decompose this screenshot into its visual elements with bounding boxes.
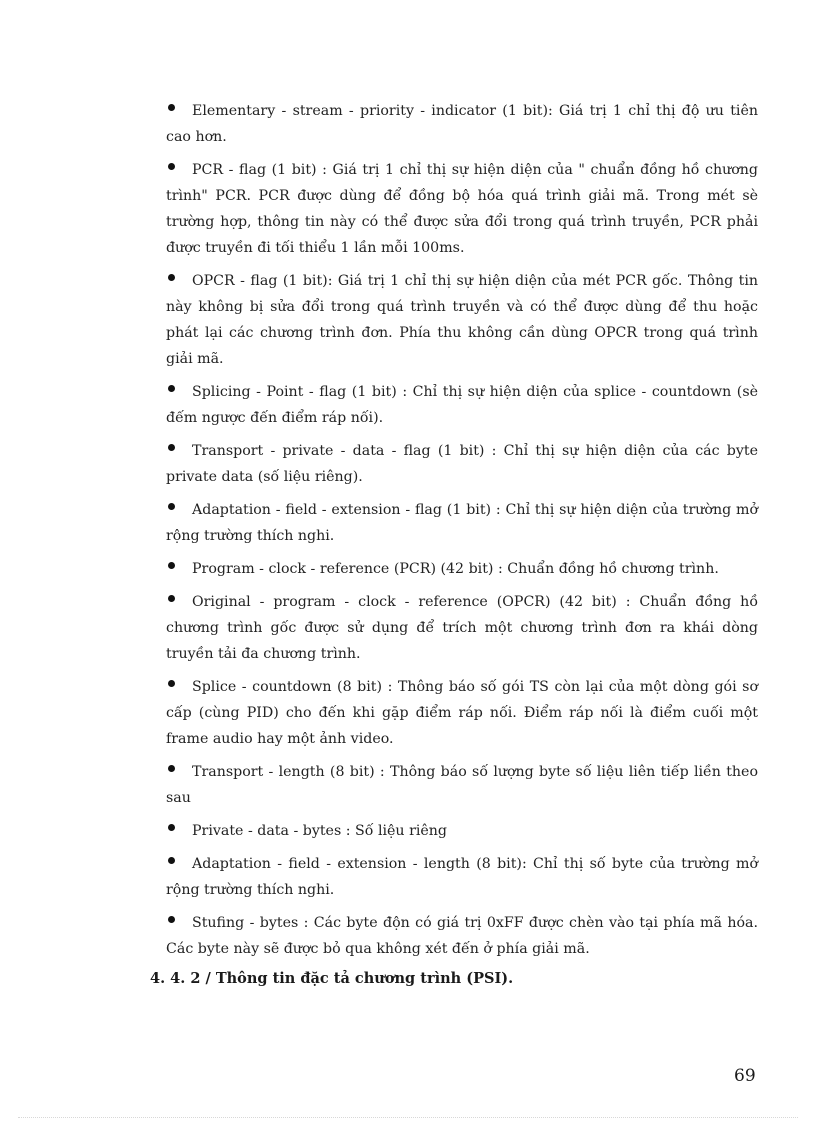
bullet-icon (168, 274, 175, 281)
bullet-list (166, 98, 758, 969)
bullet-text: OPCR - flag (1 bit): Giá trị 1 chỉ thị sự hiện diện của mét PCR gốc. Thông tin này không bị sửa đổi trong quá trình truyền và có thể được dùng để thu hoặc phát lại các chương trình đơn. Phía thu không cần dùng OPCR trong quá trình giải mã. (166, 273, 758, 367)
bullet-text: Adaptation - field - extension - flag (1 bit) : Chỉ thị sự hiện diện của trường mở rộng trường thích nghi. (166, 502, 758, 544)
bullet-text: Splice - countdown (8 bit) : Thông báo số gói TS còn lại của một dòng gói sơ cấp (cùng PID) cho đến khi gặp điểm ráp nối. Điểm ráp nối là điểm cuối một frame audio hay một ảnh video. (166, 679, 758, 747)
bullet-text: Program - clock - reference (PCR) (42 bit) : Chuẩn đồng hồ chương trình. (192, 561, 719, 577)
bullet-item (166, 379, 758, 431)
bullet-icon (168, 824, 175, 831)
bullet-icon (168, 857, 175, 864)
bullet-icon (168, 562, 175, 569)
bullet-text: Splicing - Point - flag (1 bit) : Chỉ thị sự hiện diện của splice - countdown (sè đếm ngược đến điểm ráp nối). (166, 384, 758, 426)
bullet-icon (168, 104, 175, 111)
bullet-item (166, 674, 758, 752)
bullet-text: Stufing - bytes : Các byte độn có giá trị 0xFF được chèn vào tại phía mã hóa. Các byte này sẽ được bỏ qua không xét đến ở phía giải mã. (166, 915, 758, 957)
bullet-text: Elementary - stream - priority - indicator (1 bit): Giá trị 1 chỉ thị độ ưu tiên cao hơn. (166, 103, 758, 145)
bullet-text: Transport - private - data - flag (1 bit) : Chỉ thị sự hiện diện của các byte private data (số liệu riêng). (166, 443, 758, 485)
bullet-icon (168, 916, 175, 923)
bullet-text: Transport - length (8 bit) : Thông báo số lượng byte số liệu liên tiếp liền theo sau (166, 764, 758, 806)
bullet-icon (168, 503, 175, 510)
bullet-icon (168, 595, 175, 602)
bullet-item (166, 497, 758, 549)
bullet-text: Private - data - bytes : Số liệu riêng (192, 823, 448, 839)
bullet-item (166, 157, 758, 261)
bullet-item (166, 556, 758, 582)
section-heading: 4. 4. 2 / Thông tin đặc tả chương trình (PSI). (150, 970, 514, 987)
bullet-item (166, 98, 758, 150)
footer-divider (18, 1117, 798, 1118)
bullet-text: Adaptation - field - extension - length (8 bit): Chỉ thị số byte của trường mở rộng trường thích nghi. (166, 856, 758, 898)
bullet-item (166, 910, 758, 962)
bullet-icon (168, 385, 175, 392)
bullet-item (166, 818, 758, 844)
bullet-item (166, 851, 758, 903)
bullet-item (166, 438, 758, 490)
bullet-text: Original - program - clock - reference (OPCR) (42 bit) : Chuẩn đồng hồ chương trình gốc được sử dụng để trích một chương trình đơn ra khái dòng truyền tải đa chương trình. (166, 594, 758, 662)
bullet-item (166, 589, 758, 667)
bullet-icon (168, 163, 175, 170)
page-number: 69 (734, 1066, 756, 1086)
bullet-icon (168, 444, 175, 451)
bullet-item (166, 268, 758, 372)
bullet-icon (168, 680, 175, 687)
bullet-text: PCR - flag (1 bit) : Giá trị 1 chỉ thị sự hiện diện của " chuẩn đồng hồ chương trình" PCR. PCR được dùng để đồng bộ hóa quá trình giải mã. Trong mét sè trường hợp, thông tin này có thể được sửa đổi trong quá trình truyền, PCR phải được truyền đi tối thiểu 1 lần mỗi 100ms. (166, 162, 758, 256)
bullet-icon (168, 765, 175, 772)
bullet-item (166, 759, 758, 811)
